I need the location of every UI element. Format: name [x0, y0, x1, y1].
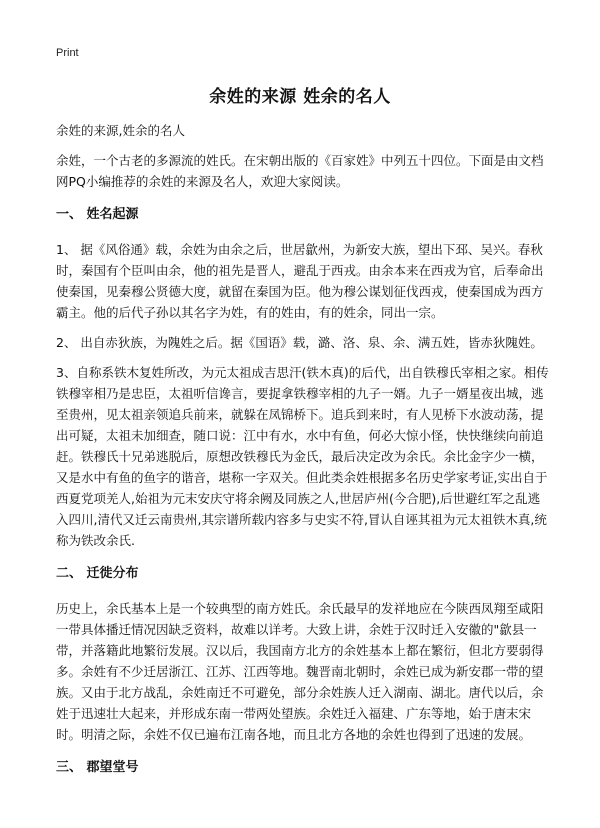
- section-heading-commandery: 三、 郡望堂号: [56, 760, 139, 775]
- print-link[interactable]: Print: [56, 47, 79, 59]
- section-heading-migration: 二、 迁徙分布: [56, 566, 139, 581]
- page-title: 余姓的来源 姓余的名人: [209, 87, 391, 107]
- origin-paragraph-3: 3、自称系铁木复姓所改，为元太祖成吉思汗(铁木真)的后代，出自铁穆氏宰相之家。相传铁穆宰相乃是忠臣，太祖听信谗言，要捉拿铁穆宰相的九子一婿。九子一婿星夜出城，逃至贵州，见太祖亲领追兵前来，就躲在凤锦桥下。追兵到来时，有人见桥下水波动荡，提出可疑，太祖未加细查，随口说：江中有水，水中有鱼，何必大惊小怪，快快继续向前追赶。铁穆氏十兄弟逃脱后，原想改铁穆氏为金氏，最后决定改为余氏。余比金字少一横，又是水中有鱼的鱼字的谐音，堪称一字双关。但此类余姓根据多名历史学家考证,实出自于西夏党项羌人,始祖为元末安庆守将余阙及同族之人,世居庐州(今合肥),后世避红军之乱逃入四川,清代又迁云南贵州,其宗谱所载内容多与史实不符,冒认自诬其祖为元太祖铁木真,统称为铁改余氏.: [56, 365, 549, 548]
- section-heading-origin: 一、 姓名起源: [56, 207, 139, 222]
- article-subtitle: 余姓的来源,姓余的名人: [56, 123, 185, 138]
- origin-paragraph-2: 2、 出自赤狄族，为隗姓之后。据《国语》载，潞、洛、泉、余、满五姓，皆赤狄隗姓。: [56, 335, 543, 350]
- origin-paragraph-1: 1、 据《风俗通》载，余姓为由余之后，世居歙州，为新安大族，望出下邳、吴兴。春秋时，秦国有个臣叫由余，他的祖先是晋人，避乱于西戎。由余本来在西戎为官，后奉命出使秦国，见秦穆公贤德大度，就留在秦国为臣。他为穆公谋划征伐西戎，使秦国成为西方霸主。他的后代子孙以其名字为姓，有的姓由，有的姓余，同出一宗。: [56, 242, 544, 320]
- migration-paragraph-1: 历史上，余氏基本上是一个较典型的南方姓氏。余氏最早的发祥地应在今陕西凤翔至咸阳一带具体播迁情况因缺乏资料，故难以详考。大致上讲，余姓于汉时迁入安徽的"歙县一带，并落籍此地繁衍发展。汉以后，我国南方北方的余姓基本上都在繁衍，但北方要弱得多。余姓有不少迁居浙江、江苏、江西等地。魏晋南北朝时，余姓已成为新安郡一带的望族。又由于北方战乱，余姓南迁不可避免，部分余姓族人迁入湖南、湖北。唐代以后，余姓于迅速壮大起来，并形成东南一带两处望族。余姓迁入福建、广东等地，始于唐末宋时。明清之际，余姓不仅已遍布江南各地，而且北方各地的余姓也得到了迅速的发展。: [56, 601, 544, 742]
- intro-paragraph: 余姓，一个古老的多源流的姓氏。在宋朝出版的《百家姓》中列五十四位。下面是由文档网PQ小编推荐的余姓的来源及名人，欢迎大家阅读。: [56, 153, 544, 189]
- article-body: [56, 120, 552, 792]
